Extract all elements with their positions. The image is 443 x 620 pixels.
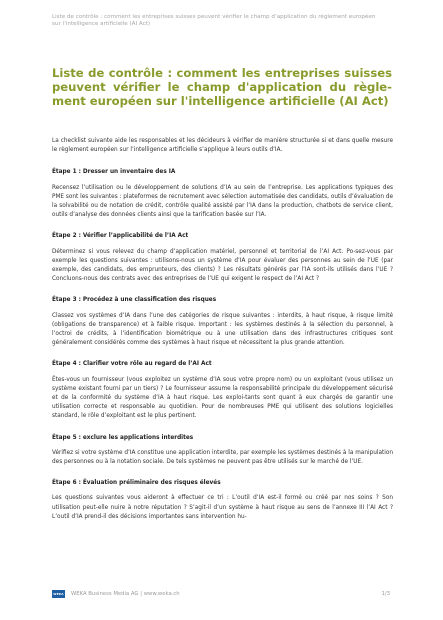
step-heading: Étape 1 : Dresser un inventaire des IA (52, 169, 176, 176)
step-heading: Étape 2 : Vérifier l’applicabilité de l’IA Act (52, 233, 189, 240)
step-heading: Étape 4 : Clarifier votre rôle au regard de l’AI Act (52, 361, 212, 368)
running-header: Liste de contrôle : comment les entreprises suisses peuvent vérifier le champ d’application du règlement européen sur l’intelligence artificielle (AI Act) (52, 14, 376, 28)
page-footer (52, 589, 390, 599)
step-4 (52, 360, 393, 421)
document-title: Liste de contrôle : comment les entreprises suisses peuvent vérifier le champ d'application du règle-ment européen sur l'intelligence artificielle (AI Act) (52, 66, 392, 108)
step-body: Êtes-vous un fournisseur (vous exploitez un système d’IA sous votre propre nom) ou un exploitant (vous utilisez un système existant fourni par un tiers) ? Le fournisseur assume la responsabilité principale du développement sécurisé et de la conformité du système d’IA à haut risque. Les exploi-tants sont quant à eux chargés de garantir une utilisation correcte et responsable au quotidien. Pour de nombreuses PME qui utilisent des solutions logicielles standard, le rôle d’exploitant est le plus pertinent. (52, 376, 393, 420)
weka-logo: WEKA (53, 592, 64, 596)
step-5 (52, 434, 393, 468)
step-2 (52, 232, 393, 284)
step-heading: Étape 5 : exclure les applications interdites (52, 434, 194, 441)
intro-paragraph: La checklist suivante aide les responsables et les décideurs à vérifier de manière structurée si et dans quelle mesure le règlement européen sur l’intelligence artificielle s’applique à leurs outils d’IA. (52, 138, 393, 154)
step-body: Vérifiez si votre système d’IA constitue une application interdite, par exemple les systèmes destinés à la manipulation des personnes ou à la notation sociale. De tels systèmes ne peuvent pas être utilisés sur le marché de l’UE. (52, 449, 393, 466)
document-body (52, 137, 393, 534)
step-heading: Étape 3 : Procédez à une classification des risques (52, 297, 217, 304)
step-body: Recensez l’utilisation ou le développement de solutions d’IA au sein de l’entreprise. Les applications typiques des PME sont les suivantes : plateformes de recrutement avec sélection automatisée des candidats, outils d’évaluation de la solvabilité ou de notation de crédit, contrôle qualité assisté par l’IA dans la production, chatbots de service client, outils d’analyse des données clients ainsi que la tarification basée sur l’IA. (52, 184, 394, 219)
step-6 (52, 479, 393, 522)
page-number: 1/3 (381, 591, 390, 597)
publisher-text: WEKA Business Media AG | www.weka.ch (71, 591, 180, 597)
step-3 (52, 296, 393, 348)
step-body: Les questions suivantes vous aideront à effectuer ce tri : L’outil d’IA est-il formé ou créé par nos soins ? Son utilisation peut-elle nuire à notre réputation ? S’agit-il d’un système à haut risque au sens de l’annexe III l’AI Act ? L’outil d’IA prend-il des décisions importantes sans intervention hu- (52, 495, 393, 520)
step-body: Déterminez si vous relevez du champ d’application matériel, personnel et territorial de l’AI Act. Po-sez-vous par exemple les questions suivantes : utilisons-nous un système d’IA pour évaluer des personnes au sein de l’UE (par exemple, des candidats, des emprunteurs, des clients) ? Les résultats générés par l’IA sont-ils utilisés dans l’UE ? Concluons-nous des contrats avec des entreprises de l’UE qui exigent le respect de l’AI Act ? (52, 248, 393, 283)
step-1 (52, 168, 393, 220)
step-body: Classez vos systèmes d’IA dans l’une des catégories de risque suivantes : interdits, à haut risque, à risque limité (obligations de transparence) et à faible risque. Important : les systèmes destinés à la sélection du personnel, à l’octroi de crédits, à l’identification biométrique ou à une utilisation dans des infrastructures critiques sont généralement considérés comme des systèmes à haut risque et nécessitent la plus grande attention. (52, 312, 393, 347)
step-heading: Étape 6 : Évaluation préliminaire des risques élevés (52, 480, 221, 487)
